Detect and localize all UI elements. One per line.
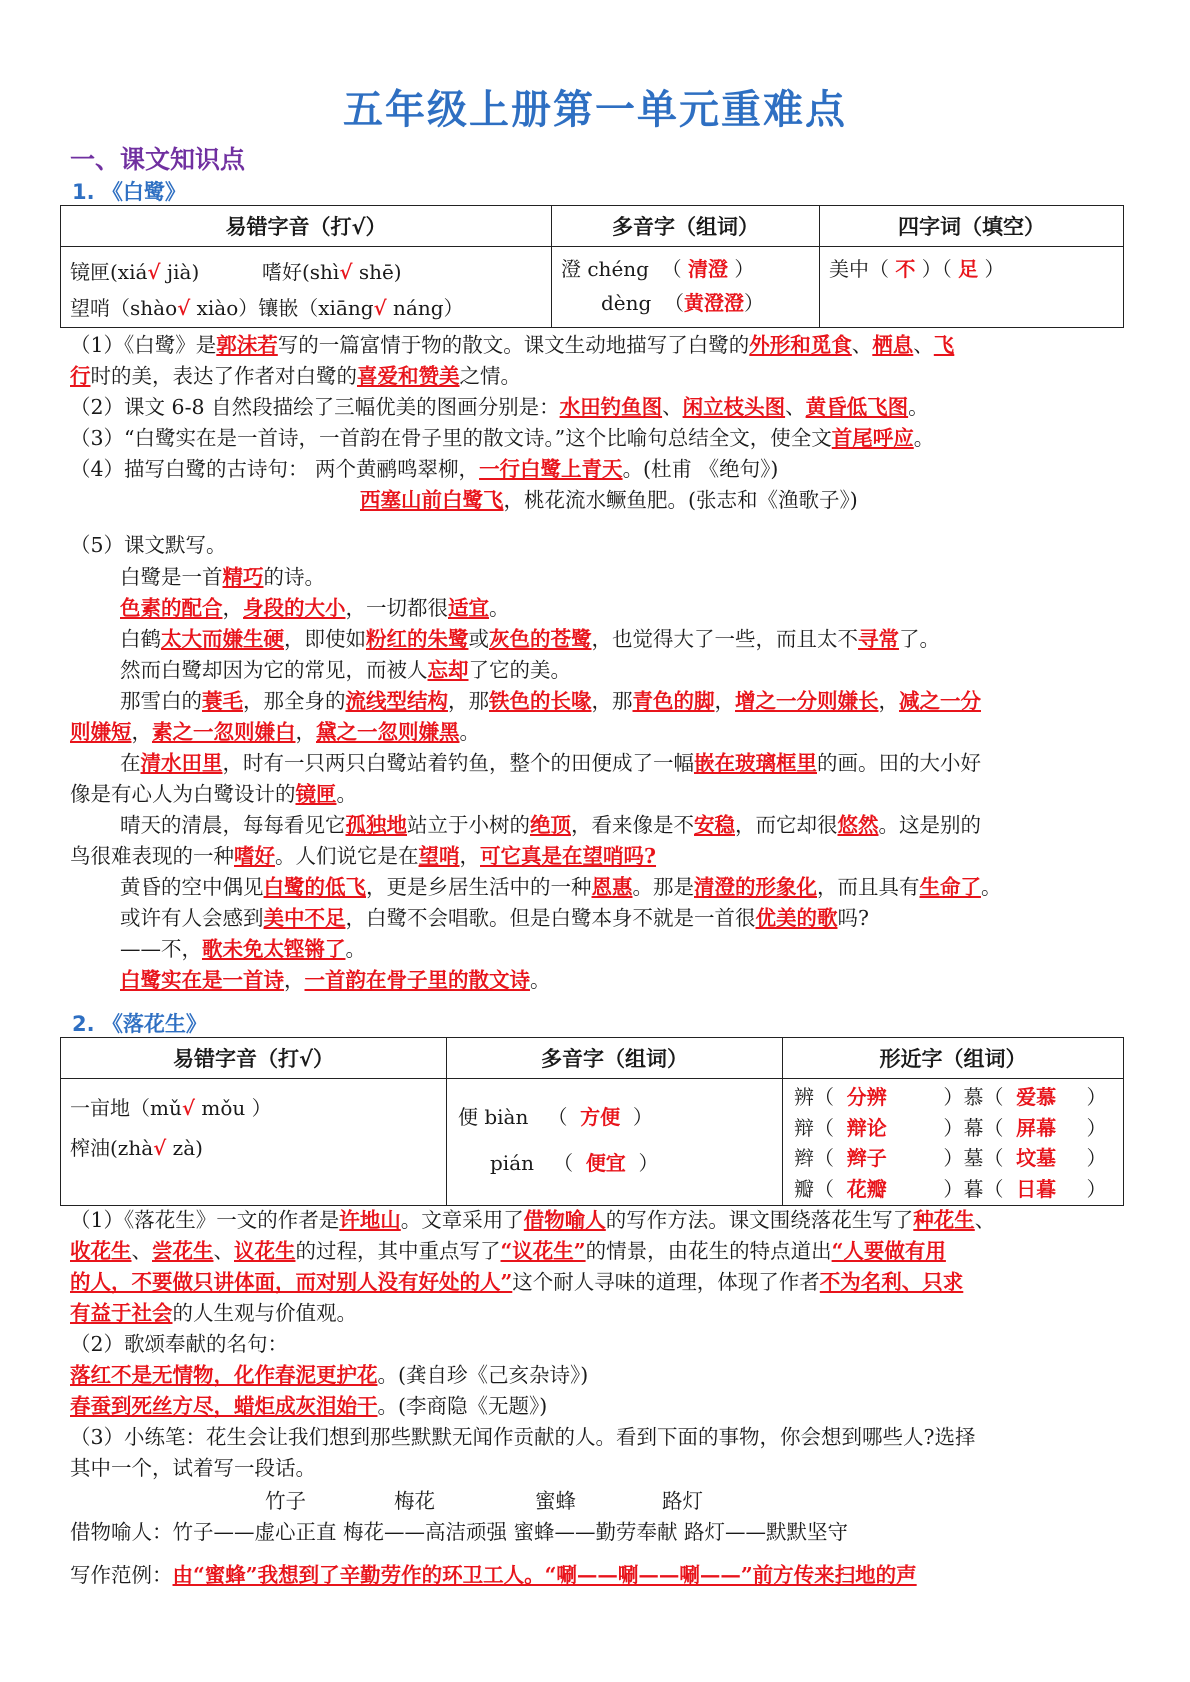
text-line	[120, 934, 1176, 965]
answer-text: 借物喻人	[523, 1208, 606, 1232]
text-span: zà)	[166, 1136, 203, 1160]
text-line: 借物喻人：竹子——虚心正直 梅花——高洁顽强 蜜蜂——勤劳奉献 路灯——默默坚守	[70, 1520, 849, 1544]
answer-text: 喜爱和赞美	[357, 364, 460, 388]
lesson1-table	[60, 205, 1124, 328]
text-span: 或许有人会感到	[120, 906, 264, 930]
text-span: ，而它却很	[735, 813, 838, 837]
text-line	[70, 1236, 1126, 1267]
answer-text: 日暮	[1016, 1176, 1057, 1201]
pronunciation-cell	[61, 247, 552, 328]
text-line	[120, 624, 1176, 655]
text-span: 路灯	[662, 1489, 703, 1513]
text-line	[70, 1560, 1126, 1591]
text-span: 。	[913, 426, 935, 450]
answer-text: 嵌在玻璃框里	[694, 751, 817, 775]
text-span: ，时有一只两只白鹭站着钓鱼，整个的田便成了一幅	[222, 751, 694, 775]
text-span: 便	[458, 1105, 478, 1129]
answer-text: 可它真是在望哨吗?	[480, 844, 657, 868]
text-span: ，	[714, 689, 735, 713]
text-span: 澄	[561, 257, 581, 281]
text-span: 竹子	[265, 1489, 306, 1513]
text-span: 。	[908, 395, 929, 419]
answer-text: 不为名利、只求	[819, 1270, 964, 1294]
check-mark: √	[181, 1096, 196, 1120]
answer-text: 素之一忽则嫌白	[152, 720, 296, 744]
text-span: 慕	[963, 1085, 984, 1109]
text-span: ，即使如	[284, 627, 366, 651]
answer-text: 辩论	[846, 1115, 887, 1140]
answer-text: 一行白鹭上青天	[479, 457, 623, 481]
text-span: dèng	[601, 291, 652, 315]
text-line	[70, 454, 1126, 485]
answer-text: 减之一分	[899, 689, 981, 713]
text-span: jià)	[160, 260, 200, 284]
text-line	[360, 485, 1120, 516]
text-line	[120, 686, 1176, 717]
check-mark: √	[339, 260, 353, 284]
answer-text: 不	[895, 257, 916, 281]
lesson2-table	[60, 1037, 1124, 1206]
text-span: 蜜蜂	[535, 1489, 576, 1513]
text-span: ，	[222, 596, 243, 620]
form-row: 瓣（ 花瓣 ）暮（ 日暮 ）	[794, 1174, 1122, 1205]
answer-text: 美中不足	[263, 906, 346, 930]
page-title: 五年级上册第一单元重难点	[343, 87, 847, 133]
answer-text: 优美的歌	[755, 906, 838, 930]
text-span: 或	[468, 627, 489, 651]
lesson-heading: 1. 《白鹭》	[72, 180, 186, 204]
answer-text: 镜匣	[295, 782, 337, 806]
answer-text: 绝顶	[530, 813, 571, 837]
text-span: biàn	[484, 1105, 529, 1129]
idiom-cell	[820, 247, 1124, 328]
text-span: ，那	[448, 689, 489, 713]
text-span: 榨油(zhà	[70, 1136, 154, 1160]
answer-text: 增之一分则嫌长	[735, 689, 879, 713]
text-span: 、	[213, 1239, 234, 1263]
text-span: 梅花	[394, 1489, 435, 1513]
text-line	[120, 810, 1176, 841]
text-span: 。	[489, 596, 510, 620]
text-span: 、	[131, 1239, 152, 1263]
answer-text: 水田钓鱼图	[559, 395, 663, 419]
text-span: pián	[490, 1151, 535, 1175]
text-span: 。(龚自珍《己亥杂诗》)	[377, 1363, 589, 1387]
text-span: 。文章采用了	[400, 1208, 524, 1232]
text-span: 。	[345, 937, 366, 961]
answer-text: 外形和觅食	[749, 333, 852, 357]
answer-text: 黄澄澄	[684, 291, 745, 315]
text-span: 写的一篇富情于物的散文。课文生动地描写了白鹭的	[277, 333, 750, 357]
answer-text: 孤独地	[345, 813, 407, 837]
answer-text: 适宜	[448, 596, 489, 620]
text-span: 白鹤	[120, 627, 161, 651]
text-span: 望哨（shào	[70, 296, 178, 320]
text-span: ，	[459, 844, 480, 868]
text-span: 。	[981, 875, 1002, 899]
text-span: 辨	[794, 1085, 814, 1109]
answer-text: 黛之一忽则嫌黑	[316, 720, 460, 744]
text-line	[70, 392, 1126, 423]
text-span: 。人们说它是在	[275, 844, 419, 868]
answer-text: 坟墓	[1016, 1146, 1057, 1170]
polyphone-cell: 澄 chéng （ 清澄 ） dèng （黄澄澄）	[552, 247, 820, 328]
table-header: 四字词（填空）	[820, 206, 1124, 247]
check-mark: √	[153, 1136, 167, 1160]
answer-text: 行	[70, 364, 91, 388]
polyphone-cell: 便 biàn （ 方便 ） pián （ 便宜 ）	[447, 1079, 783, 1206]
text-span: 在	[120, 751, 141, 775]
answer-text: 花瓣	[846, 1176, 887, 1201]
answer-text: 身段的大小	[243, 596, 346, 620]
text-span: 辫	[794, 1146, 814, 1170]
text-span: 黄昏的空中偶见	[120, 875, 264, 899]
answer-text: “人要做有用	[831, 1239, 946, 1263]
text-span: 。这是别的	[878, 813, 981, 837]
text-line	[70, 330, 1126, 361]
text-span: 瓣	[794, 1176, 814, 1201]
text-span: ，看来像是不	[571, 813, 694, 837]
text-span: 。	[459, 720, 480, 744]
answer-text: 尝花生	[152, 1239, 214, 1263]
text-span: 、	[974, 1208, 996, 1232]
pronunciation-cell	[61, 1079, 447, 1206]
text-line	[120, 748, 1176, 779]
text-span: ，桃花流水鳜鱼肥。(张志和《渔歌子》)	[503, 488, 858, 512]
table-header: 多音字（组词）	[552, 206, 820, 247]
text-span: 。(李商隐《无题》)	[377, 1394, 548, 1418]
answer-text: 望哨	[418, 844, 460, 868]
items-row	[265, 1486, 1190, 1517]
text-line	[70, 841, 1126, 872]
text-span: （2）课文 6-8 自然段描绘了三幅优美的图画分别是：	[70, 395, 560, 419]
text-line	[120, 965, 1176, 996]
form-row: 辫（ 辫子 ）墓（ 坟墓 ）	[794, 1143, 1122, 1174]
text-span: chéng	[587, 257, 649, 281]
text-span: 。那是	[632, 875, 694, 899]
text-span: 、	[851, 333, 873, 357]
answer-text: 屏幕	[1016, 1115, 1057, 1140]
answer-text: 流线型结构	[345, 689, 448, 713]
answer-text: 清澄的形象化	[694, 875, 817, 899]
answer-text: 爱慕	[1016, 1085, 1057, 1109]
text-line	[120, 593, 1176, 624]
answer-text: 灰色的苍鹭	[489, 627, 592, 651]
text-line: （3）小练笔：花生会让我们想到那些默默无闻作贡献的人。看到下面的事物，你会想到哪些人?选择	[70, 1425, 976, 1449]
text-span: 这个耐人寻味的道理，体现了作者	[512, 1270, 820, 1294]
answer-text: 辫子	[846, 1146, 887, 1170]
answer-text: 白鹭的低飞	[263, 875, 366, 899]
answer-text: 蓑毛	[202, 689, 243, 713]
text-line	[70, 1298, 1126, 1329]
text-span: 然而白鹭却因为它的常见，而被人	[120, 658, 428, 682]
answer-text: 青色的脚	[632, 689, 715, 713]
text-line	[70, 1360, 1126, 1391]
table-header: 易错字音（打√）	[61, 1038, 447, 1079]
text-span: ，那全身的	[243, 689, 346, 713]
answer-text: 忘却	[427, 658, 469, 682]
text-span: 白鹭是一首	[120, 565, 223, 589]
text-span: 那雪白的	[120, 689, 202, 713]
text-span: 美中（	[829, 257, 889, 281]
text-span: ，	[295, 720, 316, 744]
text-span: 鸟很难表现的一种	[70, 844, 234, 868]
text-line: 其中一个，试着写一段话。	[70, 1456, 316, 1480]
text-line	[70, 779, 1126, 810]
text-line	[120, 562, 1176, 593]
answer-text: 清水田里	[140, 751, 223, 775]
text-span: mǒu ）	[195, 1096, 272, 1120]
text-span: 像是有心人为白鹭设计的	[70, 782, 296, 806]
text-line	[70, 1391, 1126, 1422]
answer-text: 收花生	[70, 1239, 132, 1263]
text-span: 站立于小树的	[407, 813, 530, 837]
answer-text: 西塞山前白鹭飞	[360, 488, 504, 512]
text-span: shē)	[352, 260, 402, 284]
check-mark: √	[147, 260, 161, 284]
text-span: ）	[984, 257, 1005, 281]
text-span: 写作范例：	[70, 1563, 173, 1587]
answer-text: 足	[958, 257, 979, 281]
answer-text: 寻常	[858, 627, 899, 651]
answer-text: 落红不是无情物，化作春泥更护花	[70, 1363, 378, 1387]
table-header: 易错字音（打√）	[61, 206, 552, 247]
text-span: 了。	[899, 627, 940, 651]
answer-text: 春蚕到死丝方尽，蜡炬成灰泪始干	[70, 1394, 378, 1418]
text-span: 时的美，表达了作者对白鹭的	[90, 364, 357, 388]
text-line	[70, 1267, 1126, 1298]
text-span: 。	[530, 968, 551, 992]
text-span: 、	[785, 395, 806, 419]
check-mark: √	[373, 296, 387, 320]
text-span: （3）“白鹭实在是一首诗，一首韵在骨子里的散文诗。”这个比喻句总结全文，使全文	[70, 426, 832, 450]
text-span: 之情。	[459, 364, 521, 388]
answer-text: 许地山	[339, 1208, 401, 1232]
text-span: 镜匣(xiá	[70, 260, 148, 284]
text-span: （4）描写白鹭的古诗句： 两个黄鹂鸣翠柳，	[70, 457, 480, 481]
answer-text: “议花生”	[500, 1239, 586, 1263]
text-line	[120, 655, 1176, 686]
text-span: 吗?	[837, 906, 869, 930]
answer-text: 黄昏低飞图	[805, 395, 909, 419]
table-header: 形近字（组词）	[783, 1038, 1124, 1079]
answer-text: 闲立枝头图	[682, 395, 786, 419]
table-header: 多音字（组词）	[447, 1038, 783, 1079]
text-span: ，	[284, 968, 305, 992]
text-span: 暮	[963, 1176, 984, 1201]
text-span: 墓	[963, 1146, 984, 1170]
answer-text: 有益于社会	[70, 1301, 173, 1325]
text-span: ，	[131, 720, 152, 744]
text-span: 晴天的清晨，每每看见它	[120, 813, 346, 837]
text-span: ，而且具有	[817, 875, 920, 899]
answer-text: 太大而嫌生硬	[161, 627, 284, 651]
lesson-heading: 2. 《落花生》	[72, 1012, 207, 1036]
text-span: xiào）镶嵌（xiāng	[190, 296, 374, 320]
answer-text: 悠然	[837, 813, 879, 837]
answer-text: 嗜好	[234, 844, 275, 868]
answer-text: 由“蜜蜂”我想到了辛勤劳作的环卫工人。“唰——唰——唰——”前方传来扫地的声	[172, 1563, 917, 1587]
text-span: 的过程，其中重点写了	[295, 1239, 501, 1263]
answer-text: 首尾呼应	[831, 426, 914, 450]
answer-text: 飞	[933, 333, 955, 357]
answer-text: 郭沫若	[216, 333, 278, 357]
text-span: ，更是乡居生活中的一种	[366, 875, 592, 899]
answer-text: 色素的配合	[120, 596, 223, 620]
answer-text: 铁色的长喙	[489, 689, 592, 713]
text-line	[70, 361, 1126, 392]
answer-text: 分辨	[846, 1085, 887, 1109]
form-row: 辨（ 分辨 ）慕（ 爱慕 ）	[794, 1082, 1122, 1113]
answer-text: 生命了	[919, 875, 981, 899]
text-line	[120, 903, 1176, 934]
text-span: （1）《白鹭》是	[70, 333, 217, 357]
form-row: 辩（ 辩论 ）幕（ 屏幕 ）	[794, 1113, 1122, 1144]
answer-text: 粉红的朱鹭	[366, 627, 469, 651]
text-span: ，	[878, 689, 899, 713]
answer-text: 歌未免太铿锵了	[202, 937, 346, 961]
text-span: 的情景，由花生的特点道出	[585, 1239, 832, 1263]
text-span: 、	[662, 395, 683, 419]
text-line	[70, 423, 1126, 454]
text-span: 了它的美。	[468, 658, 571, 682]
answer-text: 则嫌短	[70, 720, 132, 744]
answer-text: 议花生	[234, 1239, 296, 1263]
text-span: ，白鹭不会唱歌。但是白鹭本身不就是一首很	[345, 906, 756, 930]
answer-text: 安稳	[694, 813, 735, 837]
text-span: ——不，	[120, 937, 202, 961]
text-line: （2）歌颂奉献的名句：	[70, 1332, 289, 1356]
answer-text: 一首韵在骨子里的散文诗	[304, 968, 530, 992]
answer-text: 便宜	[585, 1151, 626, 1175]
text-line: （5）课文默写。	[70, 533, 227, 557]
answer-text: 恩惠	[591, 875, 633, 899]
text-span: náng）	[386, 296, 464, 320]
answer-text: 精巧	[222, 565, 264, 589]
answer-text: 白鹭实在是一首诗	[120, 968, 284, 992]
text-span: （1）《落花生》一文的作者是	[70, 1208, 340, 1232]
check-mark: √	[177, 296, 191, 320]
text-line	[70, 717, 1126, 748]
answer-text: 的人，不要做只讲体面，而对别人没有好处的人”	[70, 1270, 513, 1294]
text-span: 幕	[963, 1115, 984, 1140]
text-span: 、	[913, 333, 934, 357]
text-span: ）（	[921, 257, 952, 281]
text-span: 的人生观与价值观。	[172, 1301, 357, 1325]
section-heading: 一、课文知识点	[70, 145, 246, 174]
answer-text: 方便	[580, 1105, 621, 1129]
text-span: 辩	[794, 1115, 814, 1140]
text-span: 的诗。	[263, 565, 325, 589]
text-span: 。	[336, 782, 357, 806]
text-span: 的画。田的大小好	[817, 751, 981, 775]
text-line	[70, 1205, 1126, 1236]
text-line	[120, 872, 1176, 903]
text-span: 一亩地（mǔ	[70, 1096, 182, 1120]
answer-text: 栖息	[872, 333, 914, 357]
text-span: ，一切都很	[345, 596, 448, 620]
text-span: 。(杜甫 《绝句》)	[622, 457, 779, 481]
text-span: ，也觉得大了一些，而且太不	[591, 627, 858, 651]
text-span: 嗜好(shì	[261, 260, 340, 284]
text-span: 的写作方法。课文围绕落花生写了	[605, 1208, 914, 1232]
answer-text: 种花生	[913, 1208, 975, 1232]
text-span: ，那	[591, 689, 633, 713]
similar-chars-cell	[783, 1079, 1124, 1206]
answer-text: 清澄	[688, 257, 729, 281]
